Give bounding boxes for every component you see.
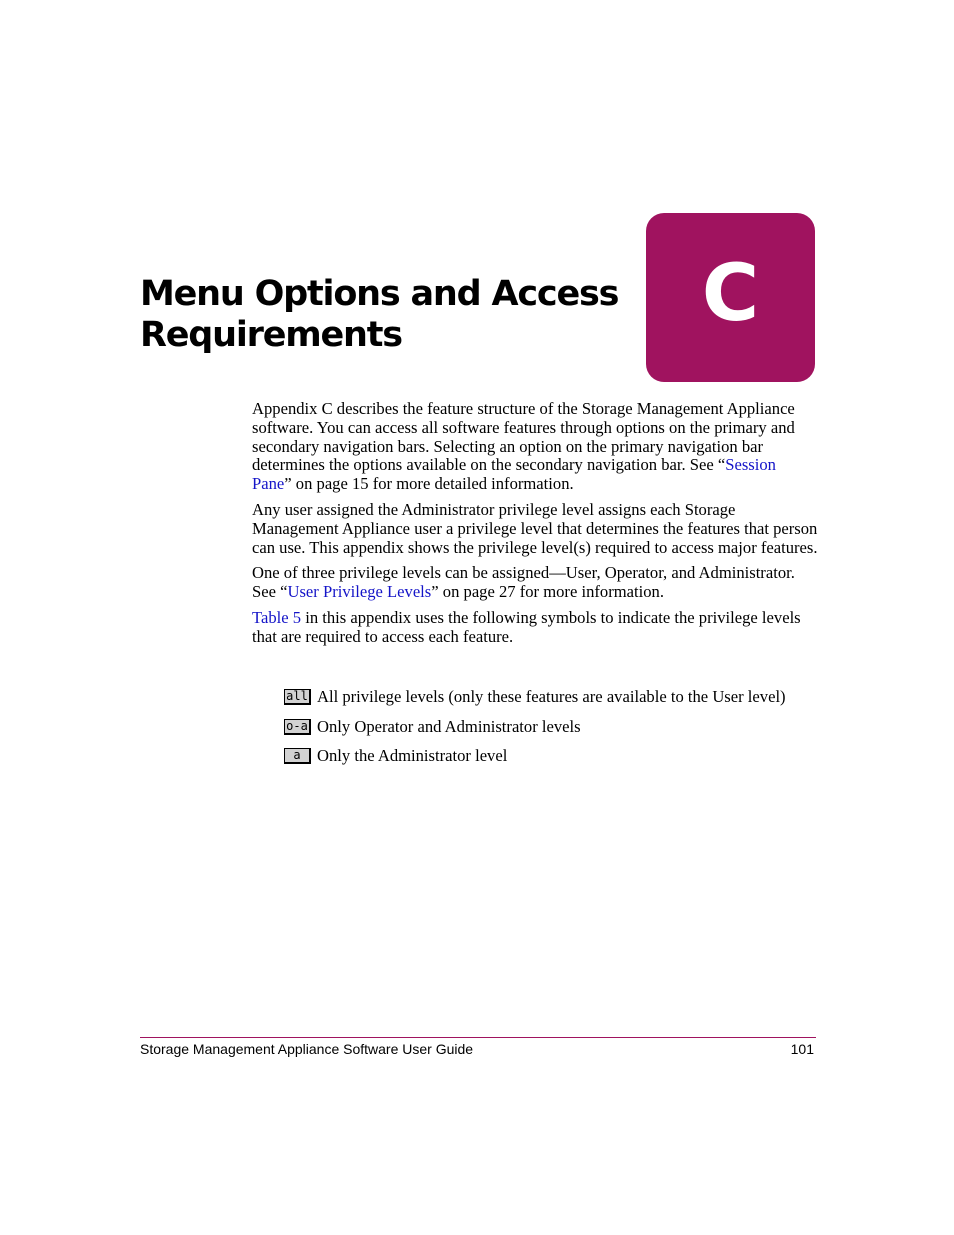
- symbol-o-a-badge: o-a: [284, 719, 311, 735]
- symbol-a-badge: a: [284, 748, 311, 764]
- symbol-all-badge: all: [284, 689, 311, 705]
- legend-description: All privilege levels (only these features are available to the User level): [317, 687, 786, 706]
- chapter-tab: [646, 213, 815, 382]
- legend-item-operator-admin: [284, 717, 786, 737]
- legend-item-all: [284, 687, 786, 707]
- privilege-paragraph: Any user assigned the Administrator privilege level assigns each Storage Management Appliance user a privilege level that determines the features that person can use. This appendix shows the privilege level(s) required to access major features.: [252, 499, 818, 557]
- footer-page-number: 101: [790, 1041, 814, 1057]
- legend-description: Only Operator and Administrator levels: [317, 716, 581, 736]
- table-5-link[interactable]: Table 5: [252, 607, 302, 627]
- chapter-letter: C: [701, 248, 760, 339]
- legend-description: Only the Administrator level: [317, 746, 508, 765]
- table-paragraph: Table 5 in this appendix uses the following symbols to indicate the privilege levels that are required to access each feature.: [252, 607, 801, 646]
- intro-paragraph: Appendix C describes the feature structure of the Storage Management Appliance software. You can access all software features through options on the primary and secondary navigation bars. Selecting an option on the primary navigation bar determines the options available on the secondary navigation bar. See “Session Pane” on page 15 for more detailed information.: [252, 399, 795, 494]
- body-text: [252, 400, 818, 654]
- chapter-title: Menu Options and Access Requirements: [140, 274, 619, 355]
- footer-guide-title: Storage Management Appliance Software User Guide: [140, 1041, 474, 1057]
- privilege-legend: [284, 687, 786, 776]
- user-privilege-levels-link[interactable]: User Privilege Levels: [287, 582, 432, 602]
- levels-paragraph: One of three privilege levels can be assigned—User, Operator, and Administrator. See “User Privilege Levels” on page 27 for more information.: [252, 563, 795, 602]
- session-pane-link[interactable]: Session Pane: [252, 455, 776, 494]
- legend-item-admin: [284, 746, 786, 766]
- footer-divider: [140, 1037, 816, 1038]
